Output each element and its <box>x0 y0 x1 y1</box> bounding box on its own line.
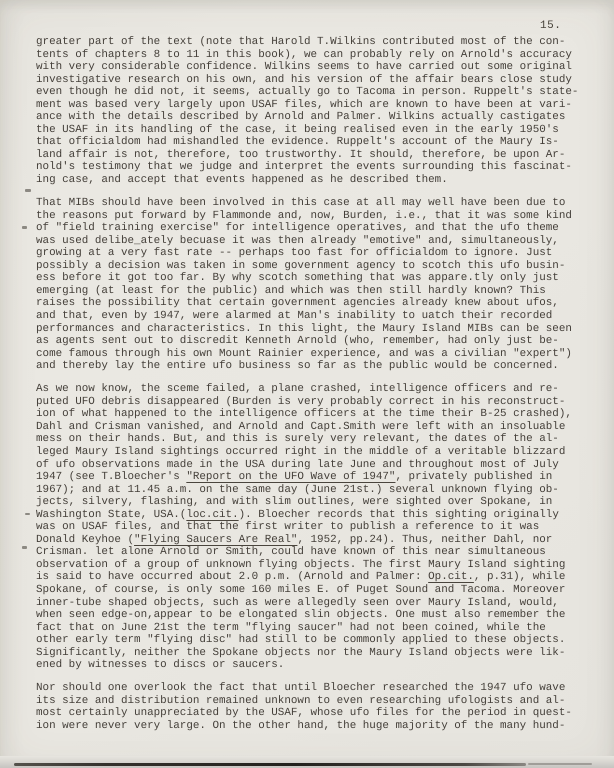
text-line <box>36 61 588 74</box>
text-line <box>36 396 588 409</box>
scan-edge-shadow-line <box>14 763 526 766</box>
text-line <box>36 335 588 348</box>
margin-pencil-mark <box>25 513 30 515</box>
text-line <box>36 222 588 235</box>
text-segment: land affair is not, therefore, too trustworthy. It should, therefore, be upon Ar- <box>36 148 566 161</box>
text-segment: , 1952, pp.24). Thus, neither Dahl, nor <box>297 533 553 546</box>
text-line <box>36 360 588 373</box>
text-line <box>36 446 588 459</box>
text-line <box>36 49 588 62</box>
text-segment: Crisman. let alone Arnold or Smith, could have known of this near simultaneous <box>36 546 546 559</box>
text-segment: greater part of the text (note that Harold T.Wilkins contributed most of the con- <box>36 36 566 48</box>
text-line <box>36 310 588 323</box>
underlined-citation: "Report on the UFO Wave of 1947" <box>186 471 396 484</box>
text-segment: ance with the details described by Arnold and Palmer. Wilkins actually castigates <box>36 111 566 124</box>
text-line <box>36 348 588 361</box>
text-line <box>36 36 588 49</box>
text-segment: investigative research on his own, and his version of the affair bears close study <box>36 73 572 86</box>
text-line <box>36 86 588 99</box>
text-segment: that officialdom had mishandled the evidence. Ruppelt's account of the Maury Is- <box>36 136 559 149</box>
text-line <box>36 210 588 223</box>
text-segment: of ufo observations made in the USA during late June and throughout most of July <box>36 458 559 471</box>
underlined-citation: Op.cit. <box>428 571 474 584</box>
text-segment: Dahl and Crisman vanished, and Arnold and Capt.Smith were left with an insoluable <box>36 420 566 433</box>
text-line <box>36 571 588 584</box>
text-segment: ). Bloecher records that this sighting originally <box>238 508 559 521</box>
text-line <box>36 597 588 610</box>
text-segment: come famous through his own Mount Rainier experience, and was a civilian "expert") <box>36 347 572 360</box>
text-segment: raises the possibility that certain government agencies already knew about ufos, <box>36 297 559 310</box>
text-segment: performances and characteristics. In this light, the Maury Island MIBs can be seen <box>36 322 572 335</box>
text-segment: and thereby lay the entire ufo business so far as the public would be concerned. <box>36 360 559 373</box>
text-line <box>36 659 588 672</box>
text-segment: 1967); and at 11.45 a.m. on the same day (June 21st.) several unknown flying ob- <box>36 483 559 496</box>
text-line <box>36 124 588 137</box>
text-line <box>36 247 588 260</box>
text-line <box>36 720 588 733</box>
text-line <box>36 695 588 708</box>
text-segment: Washington State, USA.( <box>36 508 187 521</box>
text-segment: That MIBs should have been involved in this case at all may well have been due to <box>36 197 566 210</box>
text-segment: when seen edge-on,appear to be elongated slin objects. One must also remember the <box>36 609 566 622</box>
text-segment: leged Maury Island sightings occurred right in the middle of a veritable blizzard <box>36 445 566 458</box>
text-segment: Significantly, neither the Spokane objects nor the Maury Island objects were lik- <box>36 646 566 659</box>
text-line <box>36 682 588 695</box>
text-segment: fact that on June 21st the term "flying saucer" had not been coined, while the <box>36 621 546 634</box>
text-segment: ion of what happened to the intelligence officers at the time their B-25 crashed), <box>36 408 572 421</box>
text-line <box>36 197 588 210</box>
text-segment: with very considerable confidence. Wilkins seems to have carried out some original <box>36 61 572 74</box>
text-segment: As we now know, the sceme failed, a plane crashed, intelligence officers and re- <box>36 383 559 396</box>
text-line <box>36 235 588 248</box>
text-line <box>36 546 588 559</box>
text-segment: ion were never very large. On the other hand, the huge majority of the many hund- <box>36 719 566 732</box>
text-segment: possibly a decision was taken in some government agency to scotch this ufo busin- <box>36 259 566 272</box>
text-segment: ened by witnesses to discs or saucers. <box>36 659 285 672</box>
text-segment: ess before it got too far. By why scotch something that was appare.tly only just <box>36 272 559 285</box>
text-segment: mess on their hands. But, and this is surely very relevant, the dates of the al- <box>36 433 559 446</box>
paragraph <box>36 682 588 732</box>
paragraph <box>36 197 588 373</box>
text-line <box>36 584 588 597</box>
text-line <box>36 707 588 720</box>
text-segment: emerging (at least for the public) and which was then still hardly known? This <box>36 284 546 297</box>
text-segment: puted UFO debris disappeared (Burden is very probably correct in his reconstruct- <box>36 395 566 408</box>
text-segment: jects, silvery, flashing, and with slim outlines, were sighted over Spokane, in <box>36 496 553 509</box>
text-segment: tents of chapters 8 to 11 in this book), we can probably rely on Arnold's accuracy <box>36 48 572 61</box>
text-segment: growing at a very fast rate -- perhaps too fast for officialdom to ignore. Just <box>36 247 553 260</box>
text-segment: 1947 (see T.Bloecher's <box>36 471 187 484</box>
document-text-block <box>36 36 588 732</box>
text-segment: of "field training exercise" for intelligence operatives, and that the ufo theme <box>36 222 559 235</box>
text-line <box>36 260 588 273</box>
text-line <box>36 161 588 174</box>
page-bottom-scan-edge <box>0 756 614 768</box>
text-segment: and that, even by 1947, were alarmed at Man's inability to uatch their recorded <box>36 309 553 322</box>
text-segment: Spokane, of course, is only some 160 miles E. of Puget Sound and Tacoma. Moreover <box>36 583 566 596</box>
text-segment: other early term "flying disc" had still to be commonly applied to these objects. <box>36 634 566 647</box>
text-segment: nold's testimony that we judge and interpret the events surrounding this fascinat- <box>36 161 572 174</box>
text-segment: Nor should one overlook the fact that until Bloecher researched the 1947 ufo wave <box>36 682 566 695</box>
text-line <box>36 496 588 509</box>
text-segment: as agents sent out to discredit Kenneth Arnold (who, remember, had only just be- <box>36 335 559 348</box>
text-line <box>36 433 588 446</box>
text-line <box>36 622 588 635</box>
text-line <box>36 421 588 434</box>
text-line <box>36 174 588 187</box>
paragraph <box>36 36 588 187</box>
text-segment: the USAF in its handling of the case, it being realised even in the early 1950's <box>36 123 559 136</box>
text-line <box>36 99 588 112</box>
text-line <box>36 74 588 87</box>
text-segment: its size and distribution remained unknown to even researching ufologists and al- <box>36 694 566 707</box>
underlined-citation: loc.cit. <box>186 508 239 521</box>
text-line <box>36 136 588 149</box>
text-line <box>36 297 588 310</box>
text-segment: observation of a group of unknown flying objects. The first Maury Island sighting <box>36 558 566 571</box>
text-line <box>36 272 588 285</box>
text-segment: ment was based very largely upon USAF files, which are known to have been at vari- <box>36 98 572 111</box>
text-line <box>36 459 588 472</box>
text-segment: was used delibe_ately becuase it was then already "emotive" and, simultaneously, <box>36 234 559 247</box>
margin-pencil-mark <box>22 226 27 229</box>
text-segment: Donald Keyhoe ( <box>36 533 135 546</box>
text-segment: even though he did not, it seems, actually go to Tacoma in person. Ruppelt's state- <box>36 86 579 99</box>
text-segment: is said to have occurred about 2.0 p.m. (Arnold and Palmer: <box>36 571 429 584</box>
text-line <box>36 383 588 396</box>
page-number: 15. <box>540 20 562 32</box>
text-line <box>36 647 588 660</box>
text-segment: , privately published in <box>395 471 553 484</box>
text-line <box>36 534 588 547</box>
text-segment: , p.31), while <box>473 571 566 584</box>
text-line <box>36 471 588 484</box>
text-segment: most certainly unappreciated by the USAF, whose ufo files for the period in quest- <box>36 707 572 720</box>
text-segment: ing case, and accept that events happened as he described them. <box>36 174 448 187</box>
margin-pencil-mark <box>25 189 31 192</box>
text-line <box>36 408 588 421</box>
text-segment: was on USAF files, and that the first writer to publish a reference to it was <box>36 521 540 534</box>
text-segment: inner-tube shaped objects, such as were allegedly seen over Maury Island, would, <box>36 596 559 609</box>
underlined-citation: "Flying Saucers Are Real" <box>134 533 298 546</box>
margin-pencil-mark <box>22 546 27 549</box>
text-line <box>36 509 588 522</box>
paragraph <box>36 383 588 672</box>
text-line <box>36 111 588 124</box>
scan-edge-shadow-line-faint <box>528 763 592 765</box>
text-line <box>36 609 588 622</box>
text-line <box>36 323 588 336</box>
text-line <box>36 285 588 298</box>
text-segment: the reasons put forward by Flammonde and, now, Burden, i.e., that it was some kind <box>36 209 572 222</box>
text-line <box>36 484 588 497</box>
text-line <box>36 559 588 572</box>
text-line <box>36 149 588 162</box>
text-line <box>36 634 588 647</box>
text-line <box>36 521 588 534</box>
